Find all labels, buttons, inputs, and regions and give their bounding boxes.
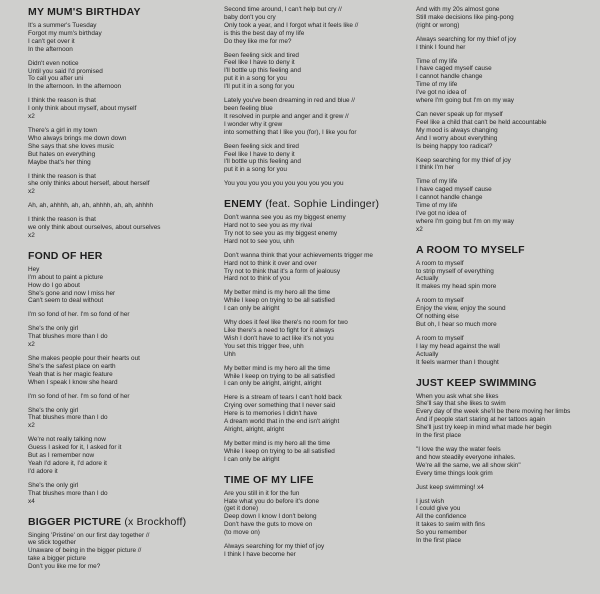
verse [416,297,594,329]
song-title [224,474,404,486]
lyric-line: I think I found her [416,43,466,51]
song-block [416,6,594,234]
song-title-text: JUST KEEP SWIMMING [416,376,537,389]
song-title-text: FOND OF HER [28,249,103,262]
lyric-line: Hate what you do before it's done [224,497,320,505]
verse [224,214,404,246]
lyric-line: I think the reason is that [28,97,96,105]
lyric-line: She's the only girl [28,406,79,414]
verse [224,289,404,313]
lyric-line: Been feeling sick and tired [224,51,299,59]
song-title [28,250,210,262]
song-block [416,377,594,545]
lyric-line: x2 [28,188,35,196]
lyric-line: I can only be alright [224,305,280,313]
lyrics-column-2 [224,6,404,569]
lyric-line: Guess I asked for it, I asked for it [28,444,122,452]
lyric-line: take a bigger picture [28,555,86,563]
verse [416,58,594,105]
lyric-line: I can only be alright, alright, alright [224,380,322,388]
lyric-line: baby don't you cry [224,13,276,21]
lyrics-column-1 [28,6,210,581]
verse [416,157,594,173]
lyric-line: I think I'm her [416,164,455,172]
verse [416,498,594,545]
song-title [28,516,210,528]
lyric-line: Forgot my mum's birthday [28,29,102,37]
lyric-line: I think the reason is that [28,216,96,224]
lyric-line: Always searching for my thief of joy [416,35,517,43]
verse [224,543,404,559]
verse [28,202,210,210]
lyric-line: I have caged myself cause [416,186,492,194]
lyric-line: That blushes more than I do [28,333,108,341]
lyric-line: Hard not to see you, uhh [224,237,294,245]
lyric-line: she only thinks about herself, about herself [28,180,150,188]
verse [224,52,404,92]
lyric-line: Unaware of being in the bigger picture // [28,547,142,555]
lyric-line: I can only be alright [224,455,280,463]
lyric-line: I'd adore it [28,467,58,475]
lyric-line: My better mind is my hero all the time [224,439,331,447]
lyric-line: Alright, alright, alright [224,425,285,433]
lyric-line: x2 [28,113,35,121]
lyric-line: To call you after uni [28,75,84,83]
lyric-line: Can never speak up for myself [416,110,503,118]
verse [224,252,404,284]
lyric-line: Until you said I'd promised [28,67,103,75]
lyric-line: I just wish [416,497,445,505]
lyric-line: Lately you've been dreaming in red and blue // [224,97,355,105]
song-block [224,198,404,463]
verse [224,490,404,537]
lyric-line: You you you you you you you you you you [224,180,344,188]
lyric-line: Hard not to think of you [224,275,291,283]
lyric-line: Hey [28,265,40,273]
lyric-line: There's a girl in my town [28,126,98,134]
lyric-line: Do they like me for me? [224,37,292,45]
lyric-line: Every time things look grim [416,469,493,477]
lyric-line: So you remember [416,529,467,537]
lyric-line: A room to myself [416,297,464,305]
song-block [28,516,210,572]
song-block [28,6,210,240]
lyric-line: How do I go about [28,281,80,289]
verse [28,97,210,121]
lyric-line: Still make decisions like ping-pong [416,13,514,21]
verse [224,6,404,46]
lyric-line: A dream world that in the end isn't alright [224,418,340,426]
lyric-line: Crying over something that I never said [224,402,336,410]
verse [416,6,594,30]
lyric-line: When you ask what she likes [416,392,499,400]
song-featuring: (x Brockhoff) [124,515,187,528]
lyric-line: Wish I don't have to act like it's not you [224,334,334,342]
lyric-line: When I speak I know she heard [28,378,118,386]
lyric-line: put it in a song for you [224,166,287,174]
lyric-line: We're not really talking now [28,436,106,444]
verse [224,319,404,359]
lyric-line: Feel like I have to deny it [224,59,295,67]
lyric-line: In the first place [416,537,462,545]
lyric-line: into something that I like you (for), I like you for [224,128,357,136]
lyric-line: In the afternoon. In the afternoon [28,83,122,91]
lyric-line: While I keep on trying to be all satisfied [224,372,335,380]
verse [416,393,594,440]
lyric-line: x2 [28,341,35,349]
song-title [28,6,210,18]
lyric-line: I think I have become her [224,550,296,558]
lyric-line: Here is a stream of tears I can't hold back [224,394,342,402]
verse [28,266,210,306]
lyric-line: put it in a song for you [224,75,287,83]
verse [28,22,210,54]
lyric-line: Don't wanna think that your achievements trigger me [224,251,373,259]
song-block [28,250,210,506]
lyric-line: Actually [416,275,439,283]
lyric-line: That blushes more than I do [28,414,108,422]
lyric-line: Don't have the guts to move on [224,521,313,529]
lyric-line: I wonder why it grew [224,120,283,128]
lyrics-column-3 [416,6,594,555]
lyric-line: Time of my life [416,81,458,89]
lyric-line: I'm so fond of her. I'm so fond of her [28,392,130,400]
lyric-line: "I love the way the water feels [416,445,501,453]
lyric-line: I think the reason is that [28,172,96,180]
song-block [224,474,404,559]
lyric-line: She's the safest place on earth [28,362,116,370]
verse [416,36,594,52]
lyric-line: Only took a year, and I forgot what it feels like // [224,21,359,29]
verse [28,325,210,349]
verse [28,173,210,197]
song-title-text: MY MUM'S BIRTHDAY [28,6,141,18]
verse [28,482,210,506]
lyric-line: Here is to memories I didn't have [224,410,318,418]
verse [416,178,594,233]
lyric-line: I could give you [416,505,461,513]
lyric-line: Try not to see you as my biggest enemy [224,229,338,237]
verse [224,97,404,137]
lyric-line: I lay my head against the wall [416,342,500,350]
lyric-line: I have caged myself cause [416,65,492,73]
lyric-line: While I keep on trying to be all satisfied [224,297,335,305]
lyric-line: Deep down I know I don't belong [224,513,317,521]
lyric-line: been feeling blue [224,104,273,112]
verse [28,355,210,387]
lyric-line: It feels warmer than I thought [416,358,499,366]
verse [28,311,210,319]
verse [224,365,404,389]
lyric-line: Why does it feel like there's no room for two [224,319,348,327]
lyric-line: And I worry about everything [416,134,498,142]
lyric-line: I'll bottle up this feeling and [224,158,301,166]
lyric-line: My mood is always changing [416,126,498,134]
lyric-line: x2 [28,422,35,430]
lyric-line: (to move on) [224,529,260,537]
verse [28,436,210,476]
verse [224,394,404,434]
verse [224,143,404,175]
verse [28,216,210,240]
verse [224,440,404,464]
lyric-line: we only think about ourselves, about ourselves [28,224,161,232]
lyric-line: All the confidence [416,513,467,521]
verse [28,532,210,572]
lyric-line: She's the only girl [28,481,79,489]
lyric-line: She makes people pour their hearts out [28,355,140,362]
lyric-line: Like there's a need to fight for it always [224,327,335,334]
lyric-line: Always searching for my thief of joy [224,543,325,551]
lyric-line: Can't seem to deal without [28,297,104,305]
lyric-line: I'm about to paint a picture [28,273,104,281]
lyric-line: Are you still in it for the fun [224,489,300,497]
lyric-line: She says that she loves music [28,142,114,150]
verse [416,484,594,492]
lyric-line: Time of my life [416,57,458,65]
lyric-line: Of nothing else [416,313,459,321]
lyric-line: Is being happy too radical? [416,142,493,150]
lyric-line: Don't wanna see you as my biggest enemy [224,214,346,222]
lyric-line: to strip myself of everything [416,267,494,275]
lyric-line: is this the best day of my life [224,29,305,37]
lyric-line: and how steadily everyone inhales. [416,453,516,461]
lyric-line: And if people start staring at her tattoos again [416,416,545,424]
lyric-line: Time of my life [416,178,458,186]
lyric-line: We're all the same, we all show skin" [416,461,521,469]
lyric-line: I cannot handle change [416,73,483,81]
lyric-line: Didn't even notice [28,59,79,67]
verse [224,180,404,188]
verse [28,127,210,167]
lyric-line: Just keep swimming! x4 [416,483,484,491]
lyric-line: She's gone and now I miss her [28,289,116,297]
lyric-line: I'll put it in a song for you [224,83,295,91]
lyric-line: But hates on everything [28,150,96,158]
lyric-line: x4 [28,497,35,505]
lyric-line: x2 [416,225,423,233]
lyric-line: My better mind is my hero all the time [224,364,331,372]
lyric-line: It's a summer's Tuesday [28,22,97,29]
lyric-line: where I'm going but I'm on my way [416,97,514,105]
lyric-line: Hard not to think it over and over [224,259,317,267]
lyric-line: It resolved in purple and anger and it grew // [224,112,349,120]
lyric-line: Second time around, I can't help but cry // [224,6,342,13]
lyric-line: That blushes more than I do [28,489,108,497]
lyric-line: Maybe that's her thing [28,158,91,166]
lyric-line: But oh, I hear so much more [416,321,497,328]
lyric-line: Ah, ah, ahhhh, ah, ah, ahhhh, ah, ah, ahhhh [28,202,154,210]
song-title-text: BIGGER PICTURE [28,515,122,528]
lyric-line: A room to myself [416,334,464,342]
lyric-line: Try not to think that it's a form of jealousy [224,267,341,275]
lyric-line: I'll bottle up this feeling and [224,67,301,75]
song-title [224,198,404,210]
verse [28,393,210,401]
lyric-line: Feel like I have to deny it [224,150,295,158]
lyric-line: (right or wrong) [416,21,460,29]
lyric-line: Feel like a child that can't be held accountable [416,118,547,126]
lyric-line: where I'm going but I'm on my way [416,217,514,225]
verse [416,260,594,292]
lyric-line: Enjoy the view, enjoy the sound [416,305,506,313]
lyric-line: Every day of the week she'll be there moving her limbs [416,408,571,416]
song-title-text: A ROOM TO MYSELF [416,243,525,256]
lyric-line: (get it done) [224,505,259,513]
lyric-line: A room to myself [416,259,464,267]
lyric-line: Yeah I'd adore it, I'd adore it [28,459,107,467]
song-title-text: TIME OF MY LIFE [224,473,314,486]
song-featuring: (feat. Sophie Lindinger) [265,198,380,211]
verse [416,111,594,151]
verse [416,446,594,478]
song-title-text: ENEMY [224,198,263,211]
song-title [416,377,594,389]
lyric-line: x2 [28,231,35,239]
lyric-line: It makes my head spin more [416,283,497,291]
lyric-line: Don't you like me for me? [28,563,101,571]
lyric-line: Hard not to see you as my rival [224,222,313,230]
lyric-line: Singing 'Pristine' on our first day together // [28,531,150,539]
lyric-line: While I keep on trying to be all satisfied [224,447,335,455]
lyric-line: Keep searching for my thief of joy [416,156,511,164]
lyric-line: In the first place [416,432,462,440]
song-block [224,6,404,188]
lyric-line: But as I remember now [28,452,95,460]
lyric-line: I'm so fond of her. I'm so fond of her [28,311,130,319]
lyric-line: Who always brings me down down [28,134,127,142]
lyric-line: Uhh [224,350,236,358]
lyric-line: And with my 20s almost gone [416,6,500,13]
lyric-line: we stick together [28,539,76,547]
lyric-line: Time of my life [416,202,458,210]
lyric-line: It takes to swim with fins [416,521,485,529]
lyric-line: I cannot handle change [416,194,483,202]
lyric-line: Actually [416,350,439,358]
lyric-line: In the afternoon [28,45,73,53]
lyric-line: I can't get over it [28,37,75,45]
song-block [416,244,594,367]
lyric-line: I only think about myself, about myself [28,105,137,113]
verse [416,335,594,367]
lyric-line: Been feeling sick and tired [224,142,299,150]
lyric-line: I've got no idea of [416,89,467,97]
lyric-line: My better mind is my hero all the time [224,289,331,297]
lyric-line: Yeah that is her magic feature [28,370,113,378]
lyric-line: She's the only girl [28,325,79,333]
lyric-line: I've got no idea of [416,209,467,217]
verse [28,407,210,431]
song-title [416,244,594,256]
lyric-line: She'll just try keep in mind what made her begin [416,424,552,432]
lyric-line: She'll say that she likes to swim [416,400,506,408]
verse [28,60,210,92]
lyric-line: You set this trigger free, uhh [224,342,304,350]
